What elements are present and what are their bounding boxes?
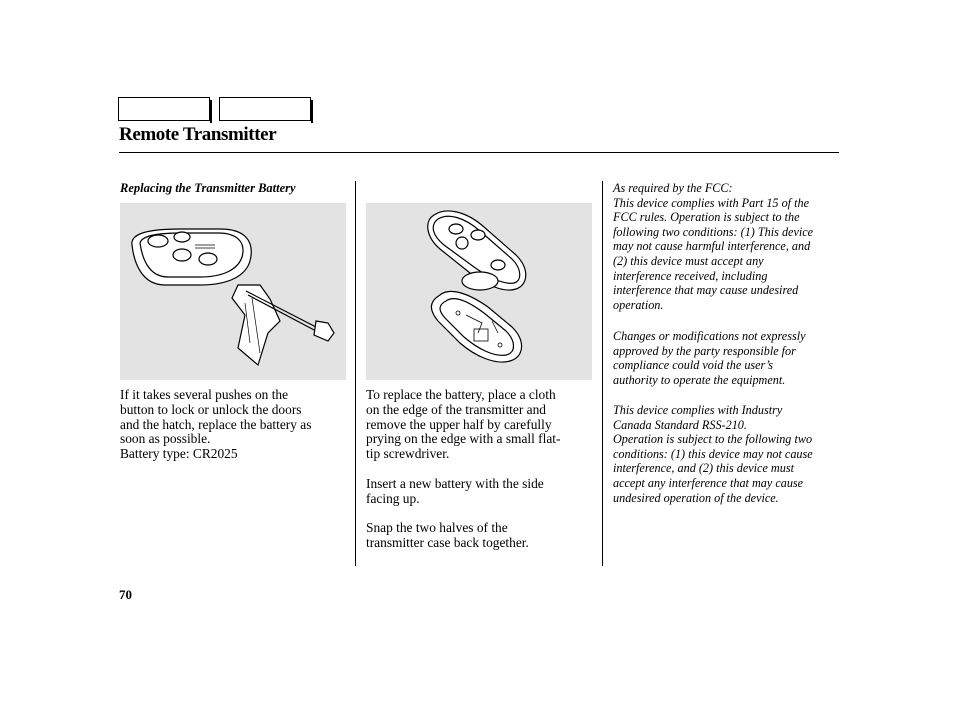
page-title: Remote Transmitter (119, 124, 277, 145)
snap-case-paragraph: Snap the two halves of the transmitter case back together. (366, 520, 529, 550)
title-rule (119, 152, 839, 153)
insert-battery-paragraph: Insert a new battery with the side facing up. (366, 476, 544, 506)
nav-tab-1[interactable] (118, 97, 210, 121)
replace-battery-paragraph: To replace the battery, place a cloth on the edge of the transmitter and remove the upper half by carefully prying on the edge with a small flat- tip screwdriver. (366, 387, 561, 462)
modifications-notice: Changes or modifications not expressly approved by the party responsible for compliance could void the user’s authority to operate the equipment. (613, 329, 806, 387)
section-heading: Replacing the Transmitter Battery (120, 181, 296, 195)
transmitter-opened-illustration (366, 203, 592, 380)
nav-tab-2[interactable] (219, 97, 311, 121)
column-divider-2 (602, 181, 603, 566)
canada-notice: This device complies with Industry Canada Standard RSS-210. Operation is subject to the following two conditions: (1) this device may not cause interference, and (2) this device must accept any interference that may cause undesired operation of the device. (613, 403, 813, 505)
battery-instructions: If it takes several pushes on the button to lock or unlock the doors and the hatch, replace the battery as soon as possible. Battery type: CR2025 (120, 387, 312, 462)
column-divider-1 (355, 181, 356, 566)
fcc-notice: As required by the FCC: This device complies with Part 15 of the FCC rules. Operation is subject to the following two conditions: (1) This device may not cause harmful interference, and (2) this device must accept any interference received, including interference that may cause undesired operation. (613, 181, 814, 312)
transmitter-pry-illustration (120, 203, 346, 380)
page-number: 70 (119, 587, 132, 602)
